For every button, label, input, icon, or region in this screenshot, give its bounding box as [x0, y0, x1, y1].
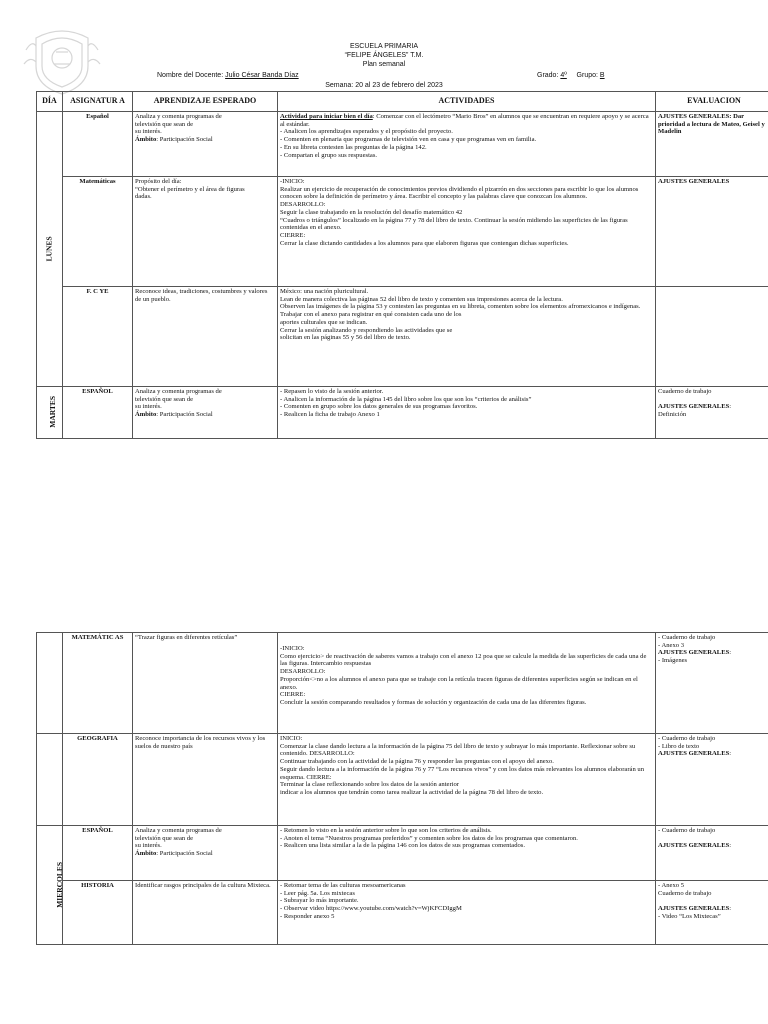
day-cell-empty	[37, 734, 63, 826]
actividades-cell: -INICIO: Como ejercicio> de reactivación de saberes vamos a trabajo con el anexo 12 poa que se calcule la medida de las superficies de cada una de las figuras. Intercambio respuestas DESARROLLO: Proporción<>no a los alumnos el anexo para que se trabaje con la retícula tracen figuras de diferentes superficies según se indican en el anexo. CIERRE: Concluir la sesión comparando resultados y formas de solución y organización de cada una de las diferentes figuras.	[278, 633, 656, 734]
plan-table-miercoles	[36, 632, 768, 945]
table-row	[37, 734, 768, 826]
evaluacion-cell: AJUSTES GENERALES: Dar prioridad a lectura de Mateo, Geisel y Madelin	[656, 112, 768, 177]
plan-title: Plan semanal	[362, 61, 406, 68]
day-cell-lunes: LUNES	[37, 112, 63, 387]
subject-cell: ESPAÑOL	[63, 826, 133, 881]
evaluacion-cell: - Anexo 5 Cuaderno de trabajo AJUSTES GENERALES: - Video “Los Mixtecas”	[656, 881, 768, 945]
col-evaluacion: EVALUACION	[656, 92, 768, 112]
aprendizaje-cell: “Trazar figuras en diferentes retículas”	[133, 633, 278, 734]
subject-cell: MATEMÁTIC AS	[63, 633, 133, 734]
col-asignatura: ASIGNATUR A	[63, 92, 133, 112]
subject-cell: F. C YE	[63, 287, 133, 387]
evaluacion-cell: - Cuaderno de trabajo - Anexo 3 AJUSTES GENERALES: - Imágenes	[656, 633, 768, 734]
table-row	[37, 112, 768, 177]
actividades-cell: - Retomar tema de las culturas mesoamericanas - Leer pág. 5a. Los mixtecas - Subrayar lo más importante. - Observar video https://www.youtube.com/watch?v=WjKFCDIggM - Responder anexo 5	[278, 881, 656, 945]
evaluacion-cell: AJUSTES GENERALES	[656, 177, 768, 287]
aprendizaje-cell: Analiza y comenta programas de televisión que sean de su interés. Ámbito: Participación Social	[133, 387, 278, 439]
col-dia: DÍA	[37, 92, 63, 112]
table-row	[37, 177, 768, 287]
plan-table-lunes-martes	[36, 91, 768, 439]
table-row	[37, 826, 768, 881]
subject-cell: GEOGRAFIA	[63, 734, 133, 826]
grupo-label: Grupo:	[576, 72, 598, 79]
table-row	[37, 387, 768, 439]
actividades-cell: INICIO: Comenzar la clase dando lectura a la información de la página 75 del libro de texto y subrayar lo más importante. Reflexionar sobre su contenido. DESARROLLO: Continuar trabajando con la actividad de la página 76 y responder las preguntas con el apoyo del anexo. Seguir dando lectura a la información de la página 76 y 77 “Los recursos vivos” y con los datos más relevantes los alumnos elaborarán un esquema. CIERRE: Terminar la clase reflexionando sobre los datos de la sesión anterior indicar a los alumnos que tendrán como tarea realizar la actividad de la página 78 del libro de texto.	[278, 734, 656, 826]
actividades-cell: México: una nación pluricultural. Lean de manera colectiva las páginas 52 del libro de texto y comenten sus impresiones acerca de la lectura. Observen las imágenes de la página 53 y contesten las preguntas en su libreta, comenten sobre los elementos afromexicanos e indígenas. Trabajar con el anexo para registrar en qué consisten cada uno de los aportes culturales que se indican. Cerrar la sesión analizando y respondiendo las actividades que se solicitan en las páginas 55 y 56 del libro de texto.	[278, 287, 656, 387]
docente-name: Julio César Banda Díaz	[225, 72, 299, 79]
evaluacion-cell: - Cuaderno de trabajo - Libro de texto AJUSTES GENERALES:	[656, 734, 768, 826]
grado-line	[537, 72, 605, 79]
table-row	[37, 881, 768, 945]
evaluacion-cell: Cuaderno de trabajo AJUSTES GENERALES: Definición	[656, 387, 768, 439]
day-cell-empty	[37, 633, 63, 734]
school-title: ESCUELA PRIMARIA	[349, 43, 419, 50]
docente-label: Nombre del Docente:	[157, 72, 224, 79]
actividades-cell: -INICIO: Realizar un ejercicio de recuperación de conocimientos previos dividiendo el pizarrón en dos secciones para escribir lo que los alumnos conocen sobre la definición de perímetro y área. Escribir el concepto y las palabras clave que conozcan los alumnos. DESARROLLO: Seguir la clase trabajando en la resolución del desafío matemático 42 “Cuadros o triángulos” localizado en la página 77 y 78 del libro de texto. Continuar la sesión midiendo las superficies de las figuras contenidas en el anexo. CIERRE: Cerrar la clase dictando cantidades a los alumnos para que elaboren figuras que contengan dichas superficies.	[278, 177, 656, 287]
grado-value: 4º	[560, 72, 567, 79]
evaluacion-cell: - Cuaderno de trabajo AJUSTES GENERALES:	[656, 826, 768, 881]
day-cell-miercoles: MIERCOLES	[37, 826, 63, 945]
docente-line	[157, 72, 299, 79]
actividades-cell: Actividad para iniciar bien el día: Comenzar con el lectómetro “Mario Bros” en alumnos que se encuentran en requiere apoyo y se acerca al estándar. - Analicen los aprendizajes esperados y el propósito del proyecto. - Comenten en plenaria que programas de televisión ven en casa y que programas ven en familia. - En su libreta contesten las preguntas de la página 142. - Compartan el grupo sus respuestas.	[278, 112, 656, 177]
aprendizaje-cell: Identificar rasgos principales de la cultura Mixteca.	[133, 881, 278, 945]
grado-label: Grado:	[537, 72, 559, 79]
school-name: “FELIPE ÁNGELES” T.M.	[344, 52, 424, 59]
subject-cell: Español	[63, 112, 133, 177]
evaluacion-cell	[656, 287, 768, 387]
col-actividades: ACTIVIDADES	[278, 92, 656, 112]
table-row	[37, 287, 768, 387]
subject-cell: Matemáticas	[63, 177, 133, 287]
grupo-value: B	[599, 72, 605, 79]
aprendizaje-cell: Reconoce importancia de los recursos vivos y los suelos de nuestro país	[133, 734, 278, 826]
aprendizaje-cell: Reconoce ideas, tradiciones, costumbres y valores de un pueblo.	[133, 287, 278, 387]
actividades-cell: - Repasen lo visto de la sesión anterior. - Analicen la información de la página 145 del libro sobre los que son los “criterios de análisis” - Comenten en grupo sobre los datos generales de sus programas favoritos. - Realicen la ficha de trabajo Anexo 1	[278, 387, 656, 439]
aprendizaje-cell: Propósito del día: “Obtener el perímetro y el área de figuras dadas.	[133, 177, 278, 287]
col-aprendizaje: APRENDIZAJE ESPERADO	[133, 92, 278, 112]
table-row	[37, 633, 768, 734]
day-cell-martes: MARTES	[37, 387, 63, 439]
actividades-cell: - Retomen lo visto en la sesión anterior sobre lo que son los criterios de análisis. - Anoten el tema “Nuestros programas preferidos” y comenten sobre los datos de los programas que comentaron. - Realicen una lista similar a la de la página 146 con los datos de sus programas comentados.	[278, 826, 656, 881]
aprendizaje-cell: Analiza y comenta programas de televisión que sean de su interés. Ámbito: Participación Social	[133, 826, 278, 881]
semana-line: Semana: 20 al 23 de febrero del 2023	[325, 82, 443, 89]
subject-cell: HISTORIA	[63, 881, 133, 945]
subject-cell: ESPAÑOL	[63, 387, 133, 439]
table-header-row	[37, 92, 768, 112]
aprendizaje-cell: Analiza y comenta programas de televisión que sean de su interés. Ámbito: Participación Social	[133, 112, 278, 177]
